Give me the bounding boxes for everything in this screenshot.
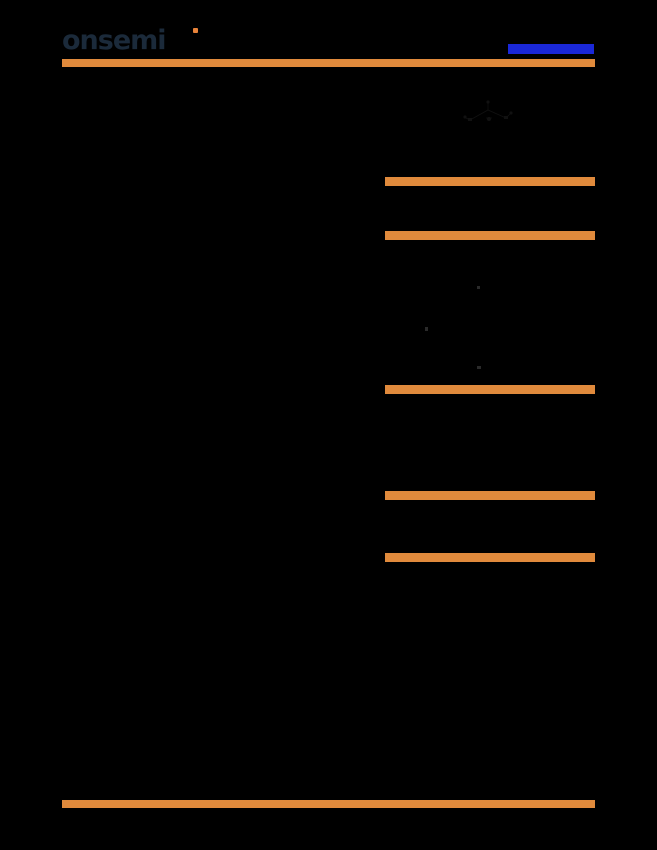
section-bar-1 bbox=[385, 177, 595, 186]
onsemi-logo bbox=[62, 27, 202, 55]
bullet-mark-2 bbox=[425, 327, 428, 331]
section-bar-5 bbox=[385, 553, 595, 562]
footer-rule bbox=[62, 800, 595, 808]
section-bar-3 bbox=[385, 385, 595, 394]
logo-accent-dot bbox=[193, 28, 198, 33]
document-number-badge bbox=[508, 44, 594, 54]
bullet-mark-3 bbox=[477, 366, 481, 369]
section-bar-2 bbox=[385, 231, 595, 240]
package-outline-drawing bbox=[456, 96, 520, 132]
logo-wordmark: onsemi bbox=[62, 25, 166, 56]
bullet-mark-1 bbox=[477, 286, 480, 289]
section-bar-4 bbox=[385, 491, 595, 500]
header-rule bbox=[62, 59, 595, 67]
